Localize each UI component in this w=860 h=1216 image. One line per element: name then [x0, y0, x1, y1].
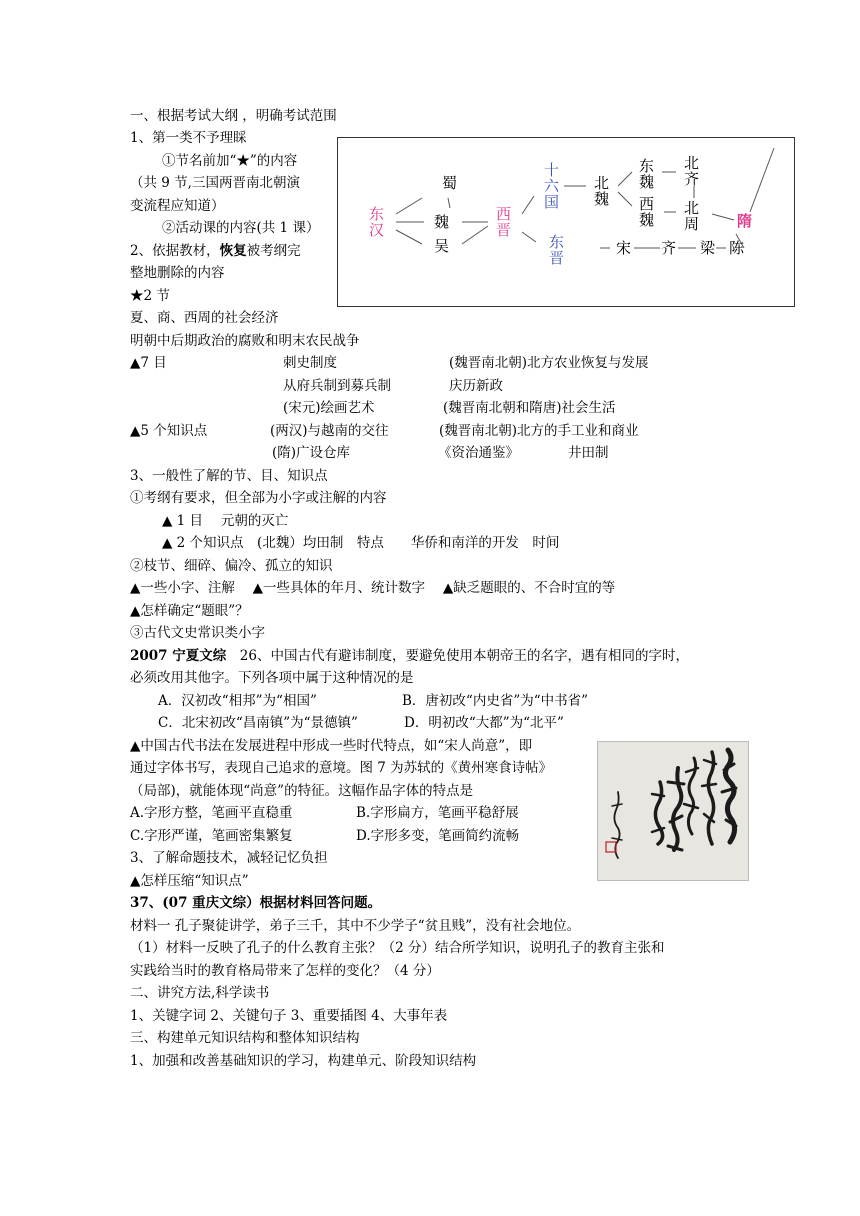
option-d: D.字形多变，笔画简约流畅: [356, 828, 520, 844]
node-wei: 魏: [434, 213, 450, 231]
item-3: 3、一般性了解的节、目、知识点: [130, 468, 328, 484]
node-bei-wei: 北魏: [592, 175, 610, 207]
text-line: （局部)，就能体现“尚意”的特征。这幅作品字体的特点是: [130, 783, 474, 799]
option-c: C．北宋初改“昌南镇”为“景德镇”: [158, 715, 358, 731]
text-line: ▲ 2 个知识点 (北魏）均田制 特点 华侨和南洋的开发 时间: [162, 535, 560, 551]
text-line: 1、加强和改善基础知识的学习，构建单元、阶段知识结构: [130, 1053, 477, 1069]
node-xi-jin: 西晋: [494, 206, 512, 238]
text-line: ③古代文史常识类小字: [130, 625, 265, 641]
text-line: 1、关键字词 2、关键句子 3、重要插图 4、大事年表: [130, 1008, 448, 1024]
text-line: ▲怎样压缩“知识点”: [130, 873, 249, 889]
text-line: 明朝中后期政治的腐败和明末农民战争: [130, 333, 360, 349]
text-line: (魏晋南北朝)北方的手工业和商业: [439, 423, 639, 439]
node-dong-jin: 东晋: [547, 234, 565, 266]
text-line: 刺史制度: [283, 355, 337, 371]
option-d: D．明初改“大都”为“北平”: [404, 715, 564, 731]
text-line: （共 9 节,三国两晋南北朝演: [130, 175, 300, 191]
node-chen: 陈: [729, 239, 745, 257]
text-line: 必须改用其他字。下列各项中属于这种情况的是: [130, 670, 414, 686]
text-line: ▲5 个知识点: [130, 423, 208, 439]
option-a: A.字形方整，笔画平直稳重: [130, 805, 293, 821]
text-line: 整地删除的内容: [130, 265, 225, 281]
text-line: ①节名前加“★”的内容: [162, 153, 298, 169]
text-line: ▲7 目: [130, 355, 167, 371]
heading-1: 一、根据考试大纲 ，明确考试范围: [130, 108, 337, 124]
item-1: 1、第一类不予理睬: [130, 130, 247, 146]
node-qi: 齐: [661, 239, 677, 257]
text-line: 庆历新政: [449, 378, 503, 394]
node-shu: 蜀: [442, 174, 458, 192]
node-bei-zhou: 北周: [682, 200, 700, 232]
text-line: ②活动课的内容(共 1 课）: [162, 220, 320, 236]
text-line: (隋)广设仓库: [272, 445, 351, 461]
text-line: (魏晋南北朝)北方农业恢复与发展: [449, 355, 649, 371]
text-line: 井田制: [568, 445, 609, 461]
text-line: ②枝节、细碎、偏冷、孤立的知识: [130, 558, 333, 574]
node-xi-wei: 西魏: [637, 196, 655, 228]
text-line: ▲一些小字、注解 ▲一些具体的年月、统计数字 ▲缺乏题眼的、不合时宜的等: [130, 580, 616, 596]
text-line: ▲ 1 目 元朝的灭亡: [162, 513, 289, 529]
node-dong-wei: 东魏: [637, 158, 655, 190]
text-line: ★2 节: [130, 288, 170, 304]
calligraphy-strokes: [598, 742, 748, 880]
diagram-connectors: [338, 138, 794, 306]
option-c: C.字形严谨，笔画密集繁复: [130, 828, 293, 844]
text-line: 变流程应知道）: [130, 198, 225, 214]
dynasty-diagram: [337, 137, 795, 307]
text-line: （1）材料一反映了孔子的什么教育主张？（2 分）结合所学知识，说明孔子的教育主张和: [130, 940, 665, 956]
text-line: (魏晋南北朝和隋唐)社会生活: [443, 400, 616, 416]
text-line: 实践给当时的教育格局带来了怎样的变化？（4 分）: [130, 963, 440, 979]
text-line: ▲怎样确定“题眼”？: [130, 603, 249, 619]
question-37: 37、(07 重庆文综）根据材料回答问题。: [130, 895, 382, 911]
node-sui: 隋: [737, 212, 753, 230]
text-line: 《资治通鉴》: [438, 445, 519, 461]
option-b: B.字形扁方，笔画平稳舒展: [356, 805, 519, 821]
node-dong-han: 东汉: [367, 206, 385, 238]
text-line: ①考纲有要求，但全部为小字或注解的内容: [130, 490, 387, 506]
calligraphy-image: [597, 741, 749, 881]
heading-2: 二、讲究方法,科学读书: [130, 985, 270, 1001]
text-line: 从府兵制到募兵制: [283, 378, 391, 394]
text-line: 材料一 孔子聚徒讲学，弟子三千，其中不少学子“贫且贱”，没有社会地位。: [130, 918, 581, 934]
option-a: A．汉初改“相邦”为“相国”: [158, 693, 317, 709]
node-wu: 吴: [434, 237, 450, 255]
node-song: 宋: [616, 239, 632, 257]
text-line: (宋元)绘画艺术: [283, 400, 375, 416]
text-line: (两汉)与越南的交往: [270, 423, 389, 439]
node-liang: 梁: [700, 239, 716, 257]
text-line: 通过字体书写，表现自己追求的意境。图 7 为苏轼的《黄州寒食诗帖》: [130, 760, 553, 776]
text-line: 3、了解命题技术，减轻记忆负担: [130, 850, 328, 866]
item-2: 2、依据教材，恢复被考纲完: [130, 243, 301, 259]
text-line: ▲中国古代书法在发展进程中形成一些时代特点，如“宋人尚意”，即: [130, 738, 533, 754]
question-26: 2007 宁夏文综 26、中国古代有避讳制度，要避免使用本朝帝王的名字，遇有相同的字时，: [130, 648, 689, 664]
option-b: B．唐初改“内史省”为“中书省”: [402, 693, 589, 709]
node-shiliu-guo: 十六国: [542, 162, 560, 210]
node-bei-qi: 北齐: [682, 155, 700, 187]
text-line: 夏、商、西周的社会经济: [130, 310, 279, 326]
heading-3: 三、构建单元知识结构和整体知识结构: [130, 1030, 360, 1046]
